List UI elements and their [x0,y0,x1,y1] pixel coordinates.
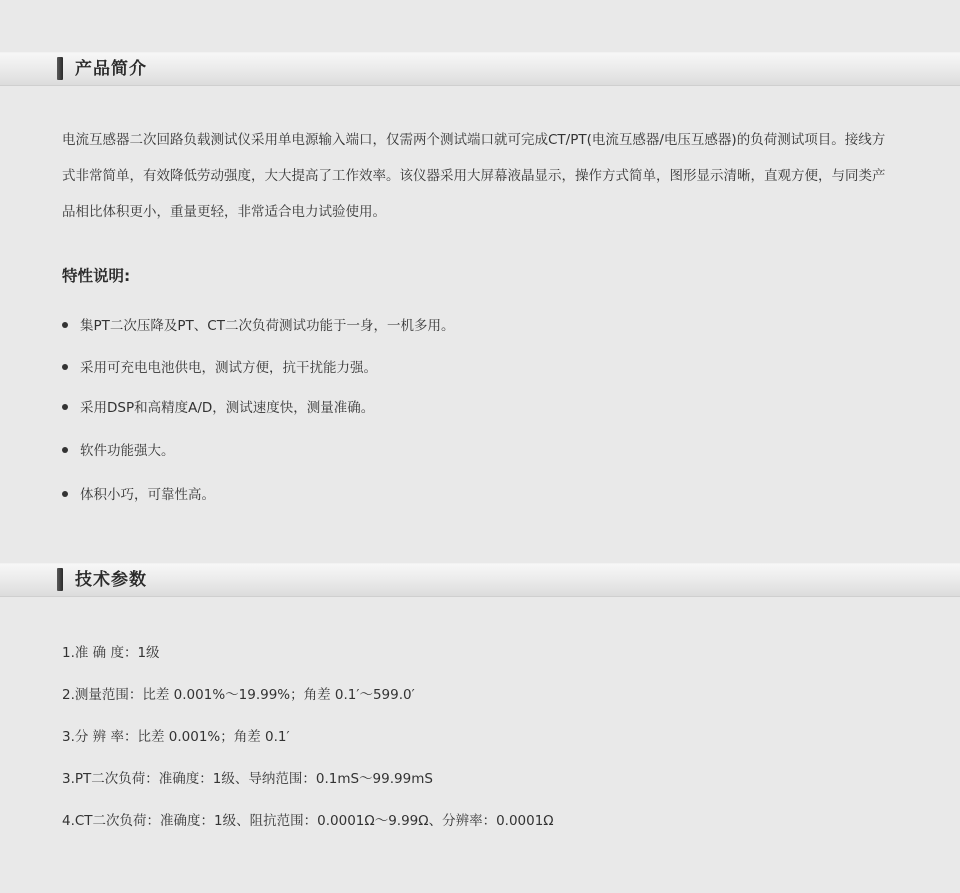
bullet-icon [62,404,68,410]
intro-paragraph: 电流互感器二次回路负载测试仪采用单电源输入端口，仅需两个测试端口就可完成CT/PT(电流互感器/电压互感器)的负荷测试项目。接线方式非常简单，有效降低劳动强度，大大提高了工作效率。该仪器采用大屏幕液晶显示，操作方式简单，图形显示清晰，直观方便，与同类产品相比体积更小，重量更轻，非常适合电力试验使用。 [62,132,886,220]
section-header-intro [0,52,960,86]
bullet-icon [62,491,68,497]
bullet-icon [62,364,68,370]
feature-item: 软件功能强大。 [62,441,175,461]
section-title-intro: 产品简介 [75,59,147,79]
feature-item: 体积小巧，可靠性高。 [62,485,215,505]
spec-item: 3.PT二次负荷：准确度：1级、导纳范围：0.1mS～99.99mS [62,771,433,787]
spec-item: 1.准 确 度：1级 [62,645,160,661]
section-title-specs: 技术参数 [75,570,147,590]
section-header-specs [0,563,960,597]
section-marker [57,568,63,591]
bullet-icon [62,447,68,453]
feature-item: 集PT二次压降及PT、CT二次负荷测试功能于一身，一机多用。 [62,316,454,336]
spec-item: 2.测量范围：比差 0.001%～19.99%；角差 0.1′～599.0′ [62,687,415,703]
feature-item: 采用DSP和高精度A/D，测试速度快，测量准确。 [62,398,374,418]
bullet-icon [62,322,68,328]
features-heading: 特性说明: [62,267,131,285]
spec-item: 4.CT二次负荷：准确度：1级、阻抗范围：0.0001Ω～9.99Ω、分辨率：0.0001Ω [62,813,554,829]
feature-item: 采用可充电电池供电，测试方便，抗干扰能力强。 [62,358,377,378]
section-marker [57,57,63,80]
spec-item: 3.分 辨 率：比差 0.001%；角差 0.1′ [62,729,290,745]
